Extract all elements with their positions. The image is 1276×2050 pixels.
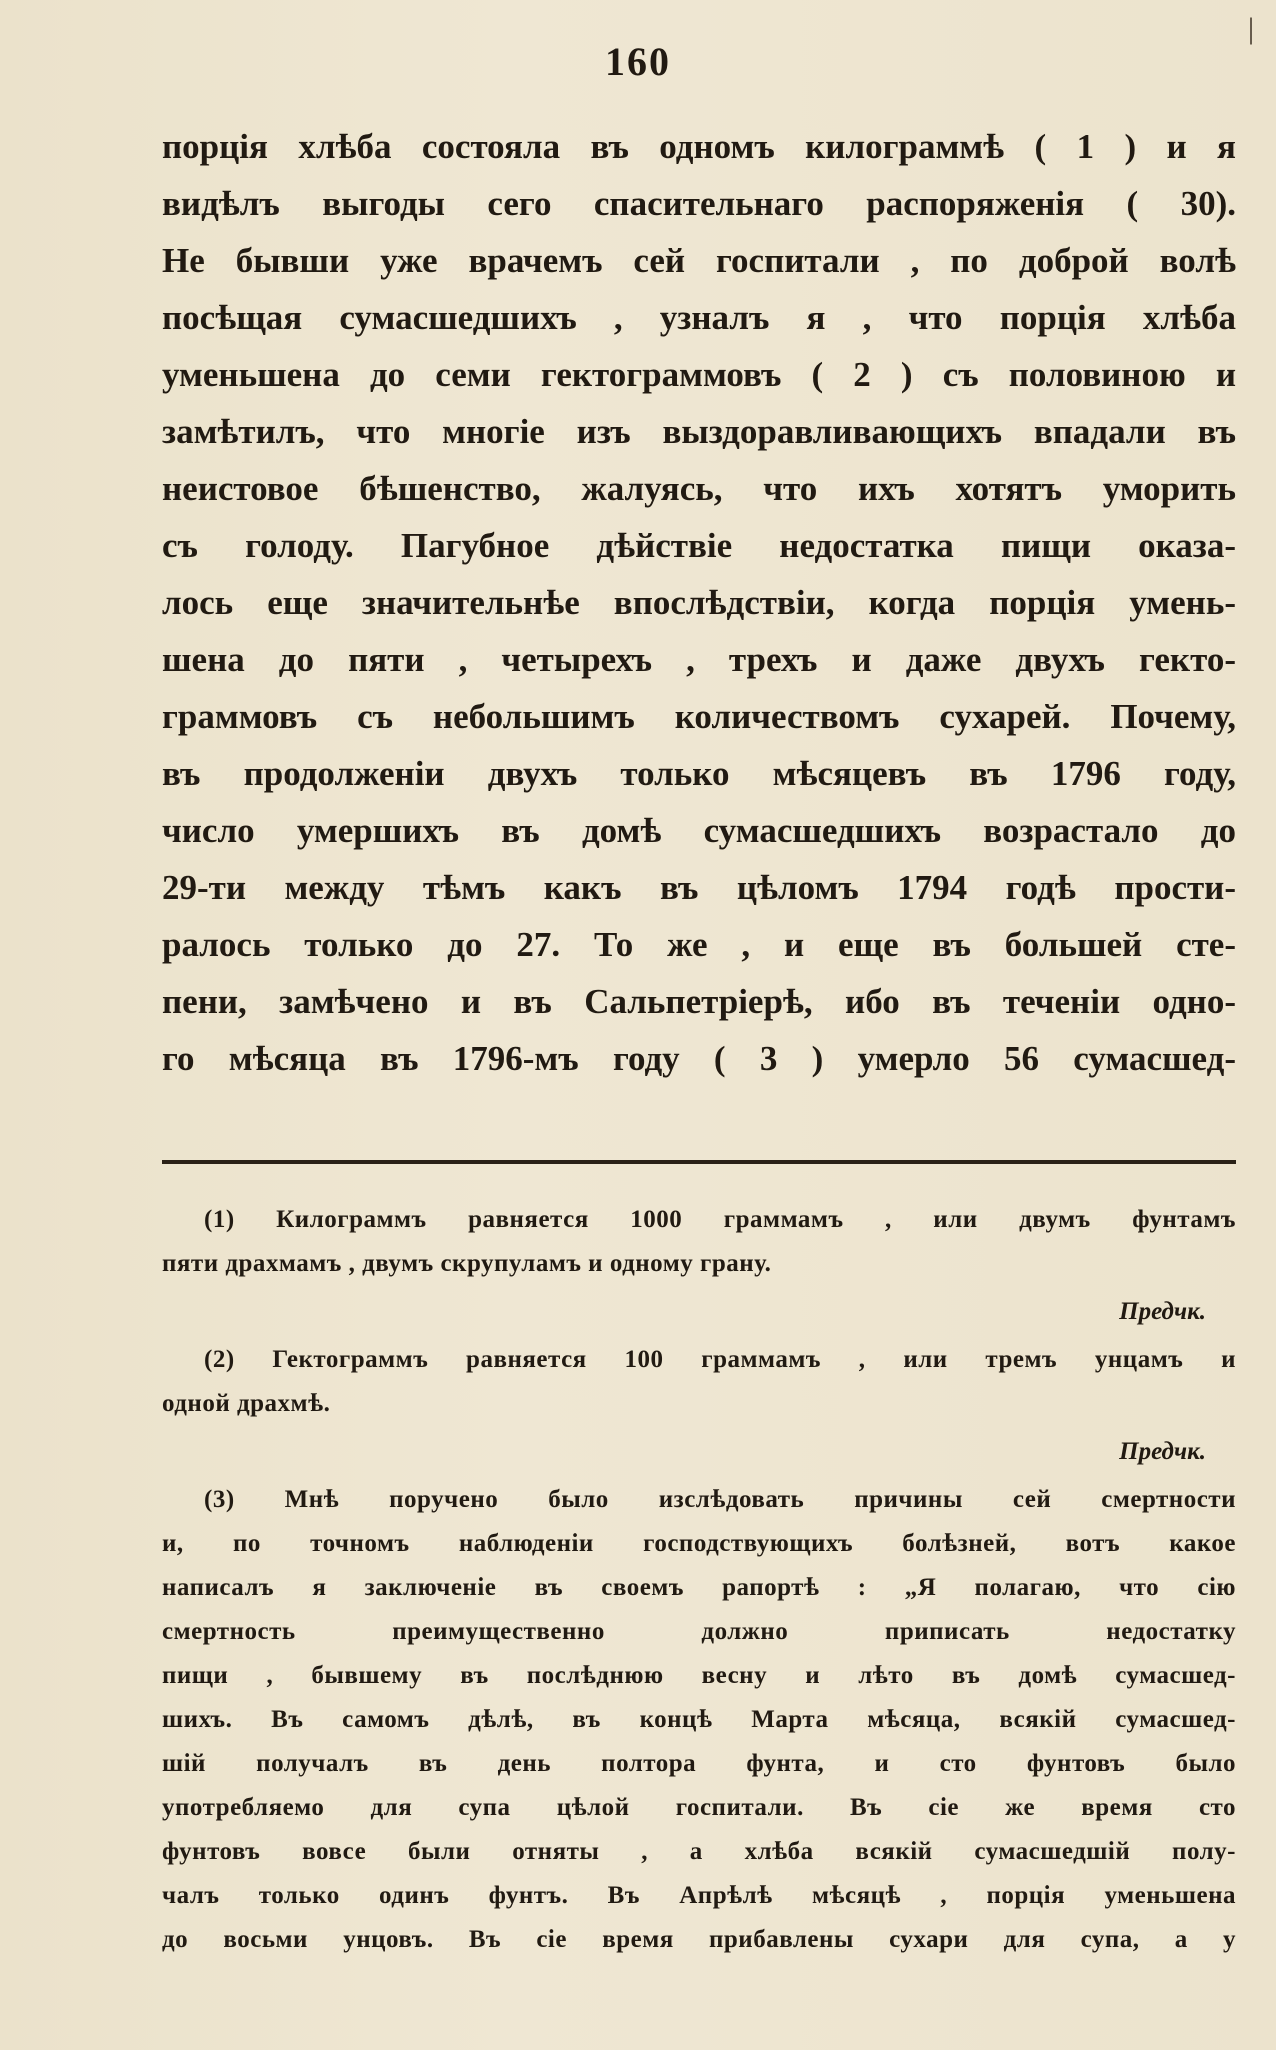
footnote-2 (162, 1338, 1236, 1478)
text-line: въ продолженіи двухъ только мѣсяцевъ въ 1796 году, (162, 754, 1236, 793)
footnote-line: (1) Килограммъ равняется 1000 граммамъ , или двумъ фунтамъ (204, 1206, 1236, 1233)
text-line: шена до пяти , четырехъ , трехъ и даже двухъ гекто- (162, 640, 1236, 679)
footnote-line: (2) Гектограммъ равняется 100 граммамъ , или тремъ унцамъ и (204, 1346, 1236, 1373)
text-line: число умершихъ въ домѣ сумасшедшихъ возрастало до (162, 811, 1236, 850)
footnote-line: чалъ только одинъ фунтъ. Въ Апрѣлѣ мѣсяцѣ , порція уменьшена (162, 1882, 1236, 1909)
text-line: уменьшена до семи гектограммовъ ( 2 ) съ половиною и (162, 355, 1236, 394)
footnote-line: употребляемо для супа цѣлой госпитали. Въ сіе же время сто (162, 1794, 1236, 1821)
footnote-line: (3) Мнѣ поручено было изслѣдовать причины сей смертности (204, 1486, 1236, 1513)
text-line: пени, замѣчено и въ Сальпетріерѣ, ибо въ теченіи одно- (162, 982, 1236, 1021)
footnote-line: смертность преимущественно должно приписать недостатку (162, 1618, 1236, 1645)
text-line: видѣлъ выгоды сего спасительнаго распоряженія ( 30). (162, 184, 1236, 223)
footnote-line: написалъ я заключеніе въ своемъ рапортѣ : „Я полагаю, что сію (162, 1574, 1236, 1601)
text-line: Не бывши уже врачемъ сей госпитали , по доброй волѣ (162, 241, 1236, 280)
text-line: 29-ти между тѣмъ какъ въ цѣломъ 1794 годѣ прости- (162, 868, 1236, 907)
text-line: го мѣсяца въ 1796-мъ году ( 3 ) умерло 56 сумасшед- (162, 1039, 1236, 1078)
footnote-line: фунтовъ вовсе были отняты , а хлѣба всякій сумасшедшій полу- (162, 1838, 1236, 1865)
text-line: граммовъ съ небольшимъ количествомъ сухарей. Почему, (162, 697, 1236, 736)
footnote-signature: Предчк. (1119, 1438, 1206, 1465)
footnote-line: шій получалъ въ день полтора фунта, и сто фунтовъ было (162, 1750, 1236, 1777)
text-line: лось еще значительнѣе впослѣдствіи, когда порція умень- (162, 583, 1236, 622)
footnote-line: одной драхмѣ. (162, 1390, 331, 1417)
footnote-line: шихъ. Въ самомъ дѣлѣ, въ концѣ Марта мѣсяца, всякій сумасшед- (162, 1706, 1236, 1733)
text-line: ралось только до 27. То же , и еще въ большей сте- (162, 925, 1236, 964)
footnote-line: пяти драхмамъ , двумъ скрупуламъ и одному грану. (162, 1250, 772, 1277)
footnote-divider (162, 1160, 1236, 1164)
footnote-signature: Предчк. (1119, 1298, 1206, 1325)
text-line: порція хлѣба состояла въ одномъ килограммѣ ( 1 ) и я (162, 127, 1236, 166)
text-line: неистовое бѣшенство, жалуясь, что ихъ хотятъ уморить (162, 469, 1236, 508)
footnote-1 (162, 1198, 1236, 1338)
footnote-line: до восьми унцовъ. Въ сіе время прибавлены сухари для супа, а у (162, 1926, 1236, 1953)
main-text (162, 118, 1236, 1087)
text-line: съ голоду. Пагубное дѣйствіе недостатка пищи оказа- (162, 526, 1236, 565)
footnote-line: пищи , бывшему въ послѣднюю весну и лѣто въ домѣ сумасшед- (162, 1662, 1236, 1689)
footnote-line: и, по точномъ наблюденіи господствующихъ болѣзней, вотъ какое (162, 1530, 1236, 1557)
footnote-3 (162, 1478, 1236, 1962)
text-line: посѣщая сумасшедшихъ , узналъ я , что порція хлѣба (162, 298, 1236, 337)
text-line: замѣтилъ, что многіе изъ выздоравливающихъ впадали въ (162, 412, 1236, 451)
footnotes (162, 1198, 1236, 1962)
page-edge-mark: | (1248, 12, 1255, 45)
page-number: 160 (605, 39, 671, 84)
